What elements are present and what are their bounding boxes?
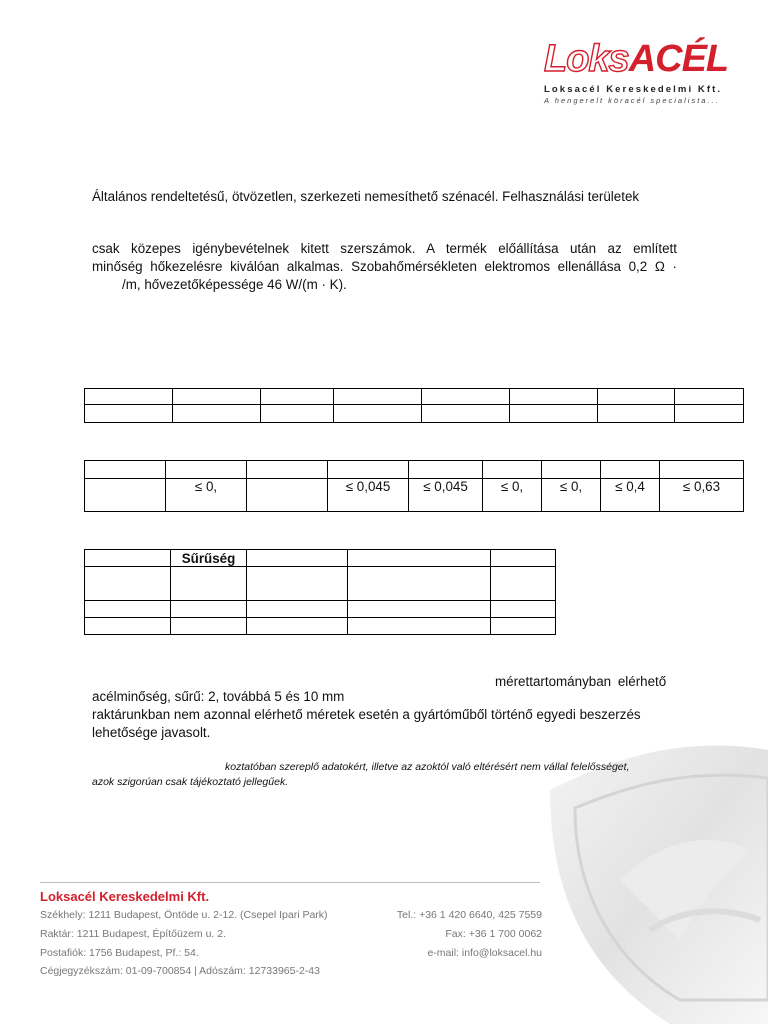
- footer-fax: Fax: +36 1 700 0062: [445, 928, 542, 940]
- table-row: [85, 601, 556, 618]
- availability-line-2: acélminőség, sűrű: 2, továbbá 5 és 10 mm: [92, 689, 345, 704]
- footer-company-name: Loksacél Kereskedelmi Kft.: [40, 889, 210, 904]
- table-row: [85, 567, 556, 601]
- composition-table: [84, 460, 744, 512]
- logo-wordmark: [544, 40, 728, 78]
- footer-phone: Tel.: +36 1 420 6640, 425 7559: [396, 909, 542, 921]
- footer-warehouse: Raktár: 1211 Budapest, Építőüzem u. 2.: [40, 928, 227, 940]
- composition-cell: ≤ 0,: [166, 479, 247, 512]
- disclaimer-line-1: koztatóban szereplő adatokért, illetve az azoktól való eltérésért nem vállal felelősséget,: [225, 761, 630, 773]
- footer-pobox: Postafiók: 1756 Budapest, Pf.: 54.: [40, 947, 199, 959]
- availability-line-1: mérettartományban elérhető: [495, 674, 667, 689]
- availability-line-4: lehetősége javasolt.: [92, 725, 211, 740]
- logo-word-part1: Loks: [544, 38, 629, 80]
- composition-cell: ≤ 0,045: [409, 479, 483, 512]
- company-logo: [540, 40, 740, 110]
- disclaimer-line-2: azok szigorúan csak tájékoztató jellegűek.: [92, 776, 289, 788]
- table-row: [85, 550, 556, 567]
- composition-cell: [85, 479, 166, 512]
- composition-cell: ≤ 0,4: [601, 479, 660, 512]
- composition-cell: ≤ 0,63: [660, 479, 744, 512]
- composition-cell: [247, 479, 328, 512]
- table-row: [85, 618, 556, 635]
- composition-cell: ≤ 0,: [483, 479, 542, 512]
- footer-registry: Cégjegyzékszám: 01-09-700854 | Adószám: 12733965-2-43: [40, 965, 320, 977]
- logo-company-line: Loksacél Kereskedelmi Kft.: [544, 84, 723, 95]
- usage-line-1: csak közepes igénybevételnek kitett szerszámok. A termék előállítása után az említett: [92, 241, 677, 256]
- availability-line-3: raktárunkban nem azonnal elérhető méretek esetén a gyártóműből történő egyedi beszerzés: [92, 707, 641, 722]
- footer-seat: Székhely: 1211 Budapest, Öntöde u. 2-12. (Csepel Ipari Park): [40, 909, 328, 921]
- table-row: [85, 461, 744, 479]
- physical-properties-table: [84, 549, 556, 635]
- usage-line-2: minőség hőkezelésre kiválóan alkalmas. Szobahőmérsékleten elektromos ellenállása 0,2 Ω ·: [92, 259, 677, 274]
- intro-paragraph: Általános rendeltetésű, ötvözetlen, szerkezeti nemesíthető szénacél. Felhasználási területek: [92, 189, 640, 204]
- properties-table-1: [84, 388, 744, 423]
- footer-divider: [40, 882, 540, 883]
- footer-email[interactable]: e-mail: info@loksacel.hu: [427, 947, 542, 959]
- composition-cell: ≤ 0,: [542, 479, 601, 512]
- usage-line-3: /m, hővezetőképessége 46 W/(m · K).: [122, 277, 347, 292]
- table-row: [85, 389, 744, 405]
- composition-cell: ≤ 0,045: [328, 479, 409, 512]
- density-header: Sűrűség: [171, 550, 247, 567]
- logo-tagline: A hengerelt köracél specialista...: [544, 96, 720, 105]
- table-row: [85, 479, 744, 512]
- logo-word-part2: ACÉL: [628, 38, 729, 80]
- table-row: [85, 405, 744, 423]
